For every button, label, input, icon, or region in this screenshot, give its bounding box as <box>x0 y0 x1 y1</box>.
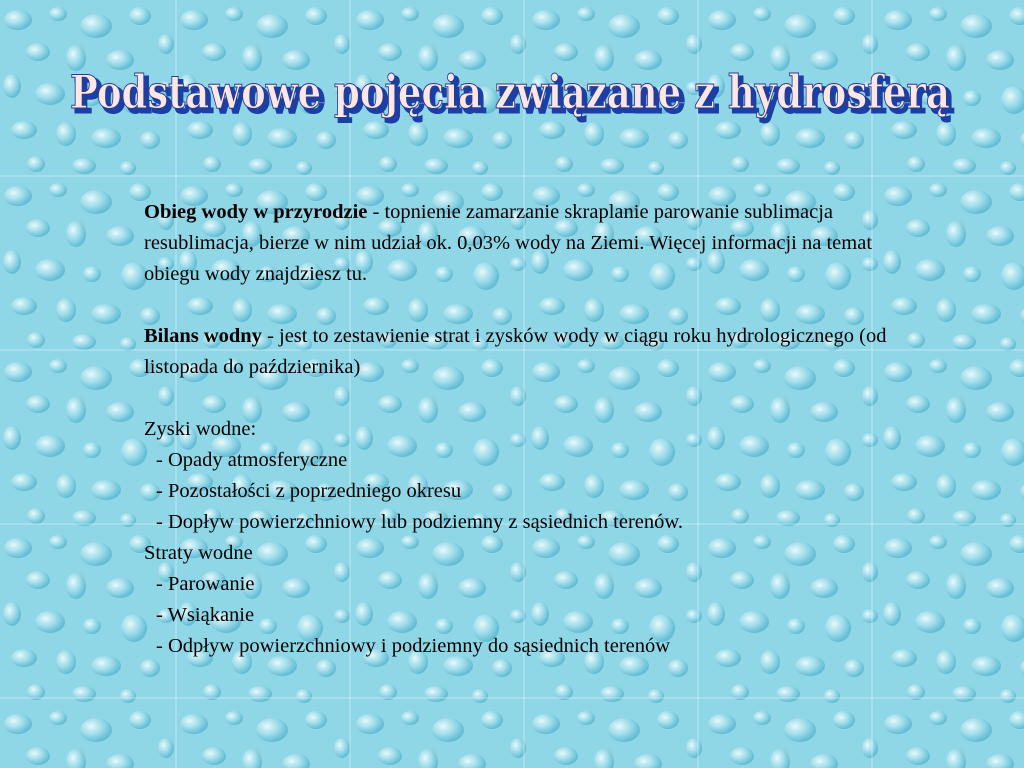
list-item: - Odpływ powierzchniowy i podziemny do sąsiednich terenów <box>156 635 671 657</box>
water-balance-text: - jest to zestawienie strat i zysków wody w ciągu roku hydrologicznego (od listopada do października) <box>144 325 887 378</box>
slide-body <box>144 197 904 662</box>
losses-heading: Straty wodne <box>144 542 253 564</box>
slide-title <box>60 56 964 136</box>
slide-title-shadow: Podstawowe pojęcia związane z hydrosferą <box>74 69 954 123</box>
gains-heading: Zyski wodne: <box>144 418 257 440</box>
list-item: - Dopływ powierzchniowy lub podziemny z sąsiednich terenów. <box>156 511 683 533</box>
water-cycle-paragraph <box>144 197 904 290</box>
water-cycle-text: - topnienie zamarzanie skraplanie parowanie sublimacja resublimacja, bierze w nim udział ok. 0,03% wody na Ziemi. Więcej informacji na temat obiegu wody znajdziesz tu. <box>144 201 873 285</box>
water-balance-paragraph <box>144 321 904 383</box>
list-item: - Parowanie <box>156 573 255 595</box>
list-item: - Wsiąkanie <box>156 604 255 626</box>
water-balance-term: Bilans wodny <box>144 325 262 347</box>
water-cycle-term: Obieg wody w przyrodzie <box>144 201 368 223</box>
list-item: - Opady atmosferyczne <box>156 449 348 471</box>
list-item: - Pozostałości z poprzedniego okresu <box>156 480 462 502</box>
slide-title-text: Podstawowe pojęcia związane z hydrosferą <box>70 65 950 119</box>
